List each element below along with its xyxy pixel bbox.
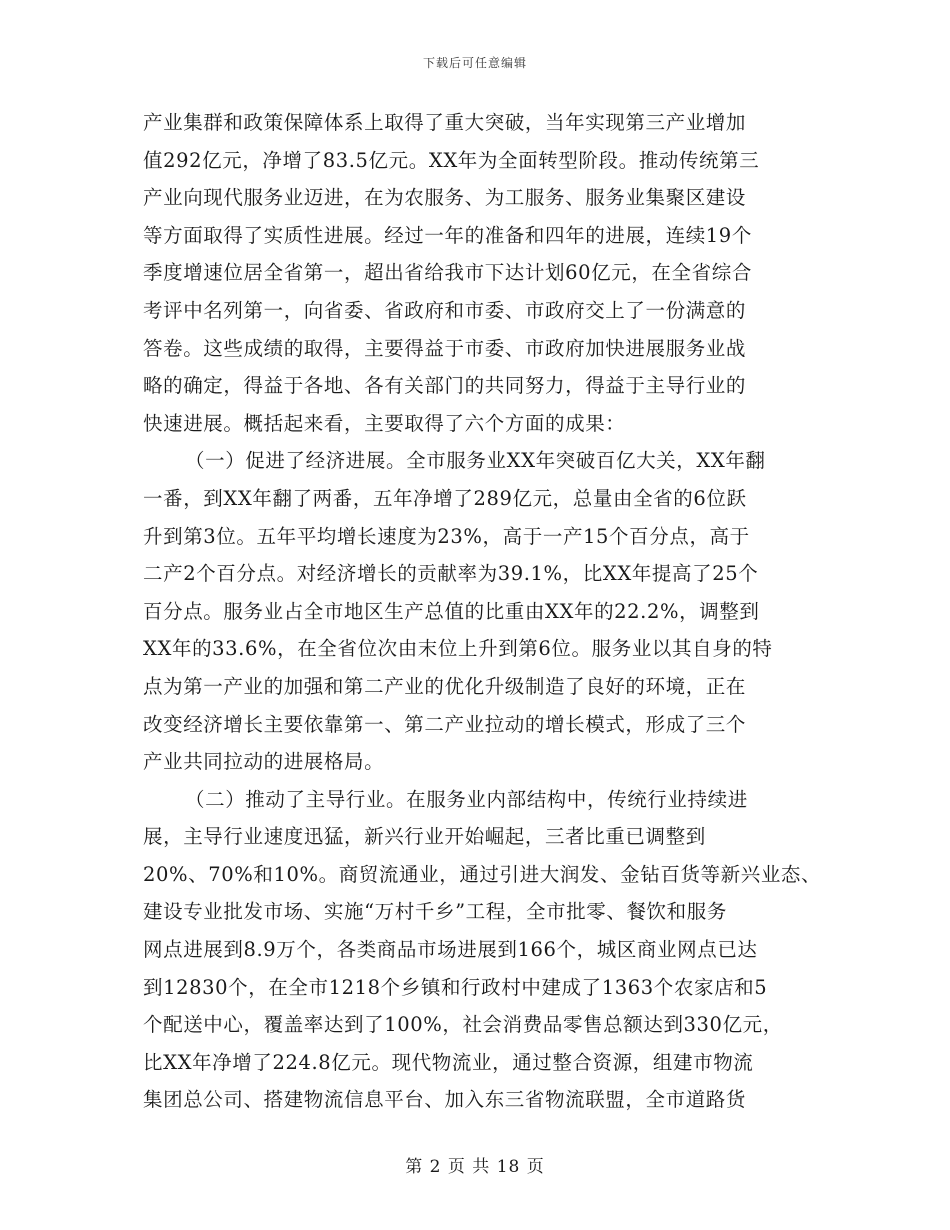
paragraph-line: 一番，到XX年翻了两番，五年净增了289亿元，总量由全省的6位跃 [143, 486, 747, 510]
section-heading-line: （二）推动了主导行业。在服务业内部结构中，传统行业持续进 [185, 787, 748, 811]
paragraph-line: 产业向现代服务业迈进，在为农服务、为工服务、服务业集聚区建设 [143, 186, 747, 210]
paragraph-line: 展，主导行业速度迅猛，新兴行业开始崛起，三者比重已调整到 [143, 825, 706, 849]
paragraph-line: 略的确定，得益于各地、各有关部门的共同努力，得益于主导行业的 [143, 374, 747, 398]
paragraph-line: 20%、70%和10%。商贸流通业，通过引进大润发、金钻百货等新兴业态、 [143, 862, 822, 886]
paragraph-line: 集团总公司、搭建物流信息平台、加入东三省物流联盟，全市道路货 [143, 1088, 747, 1112]
paragraph-line: 到12830个，在全市1218个乡镇和行政村中建成了1363个农家店和5 [143, 975, 768, 999]
page-number-footer: 第 2 页 共 18 页 [405, 1157, 545, 1177]
paragraph-line: 产业共同拉动的进展格局。 [143, 750, 385, 774]
paragraph-line: 值292亿元，净增了83.5亿元。XX年为全面转型阶段。推动传统第三 [143, 148, 760, 172]
paragraph-line: 二产2个百分点。对经济增长的贡献率为39.1%，比XX年提高了25个 [143, 562, 759, 586]
paragraph-line: 升到第3位。五年平均增长速度为23%，高于一产15个百分点，高于 [143, 524, 750, 548]
paragraph-line: 比XX年净增了224.8亿元。现代物流业，通过整合资源，组建市物流 [143, 1050, 754, 1074]
paragraph-line: 答卷。这些成绩的取得，主要得益于市委、市政府加快进展服务业战 [143, 336, 747, 360]
paragraph-line: 网点进展到8.9万个，各类商品市场进展到166个，城区商业网点已达 [143, 938, 758, 962]
paragraph-line: XX年的33.6%，在全省位次由末位上升到第6位。服务业以其自身的特 [143, 637, 773, 661]
paragraph-line: 考评中名列第一，向省委、省政府和市委、市政府交上了一份满意的 [143, 298, 747, 322]
paragraph-line: 建设专业批发市场、实施“万村千乡”工程，全市批零、餐饮和服务 [143, 900, 727, 924]
paragraph-line: 个配送中心，覆盖率达到了100%，社会消费品零售总额达到330亿元， [143, 1013, 783, 1037]
page-header: 下载后可任意编辑 [422, 56, 527, 70]
paragraph-line: 改变经济增长主要依靠第一、第二产业拉动的增长模式，形成了三个 [143, 712, 747, 736]
paragraph-line: 季度增速位居全省第一，超出省给我市下达计划60亿元，在全省综合 [143, 261, 752, 285]
section-heading-line: （一）促进了经济进展。全市服务业XX年突破百亿大关，XX年翻 [185, 449, 766, 473]
paragraph-line: 百分点。服务业占全市地区生产总值的比重由XX年的22.2%，调整到 [143, 599, 760, 623]
paragraph-line: 等方面取得了实质性进展。经过一年的准备和四年的进展，连续19个 [143, 223, 752, 247]
paragraph-line: 点为第一产业的加强和第二产业的优化升级制造了良好的环境，正在 [143, 674, 747, 698]
paragraph-line: 产业集群和政策保障体系上取得了重大突破，当年实现第三产业增加 [143, 111, 747, 134]
document-body [143, 104, 823, 1119]
paragraph-line: 快速进展。概括起来看，主要取得了六个方面的成果： [143, 411, 626, 435]
